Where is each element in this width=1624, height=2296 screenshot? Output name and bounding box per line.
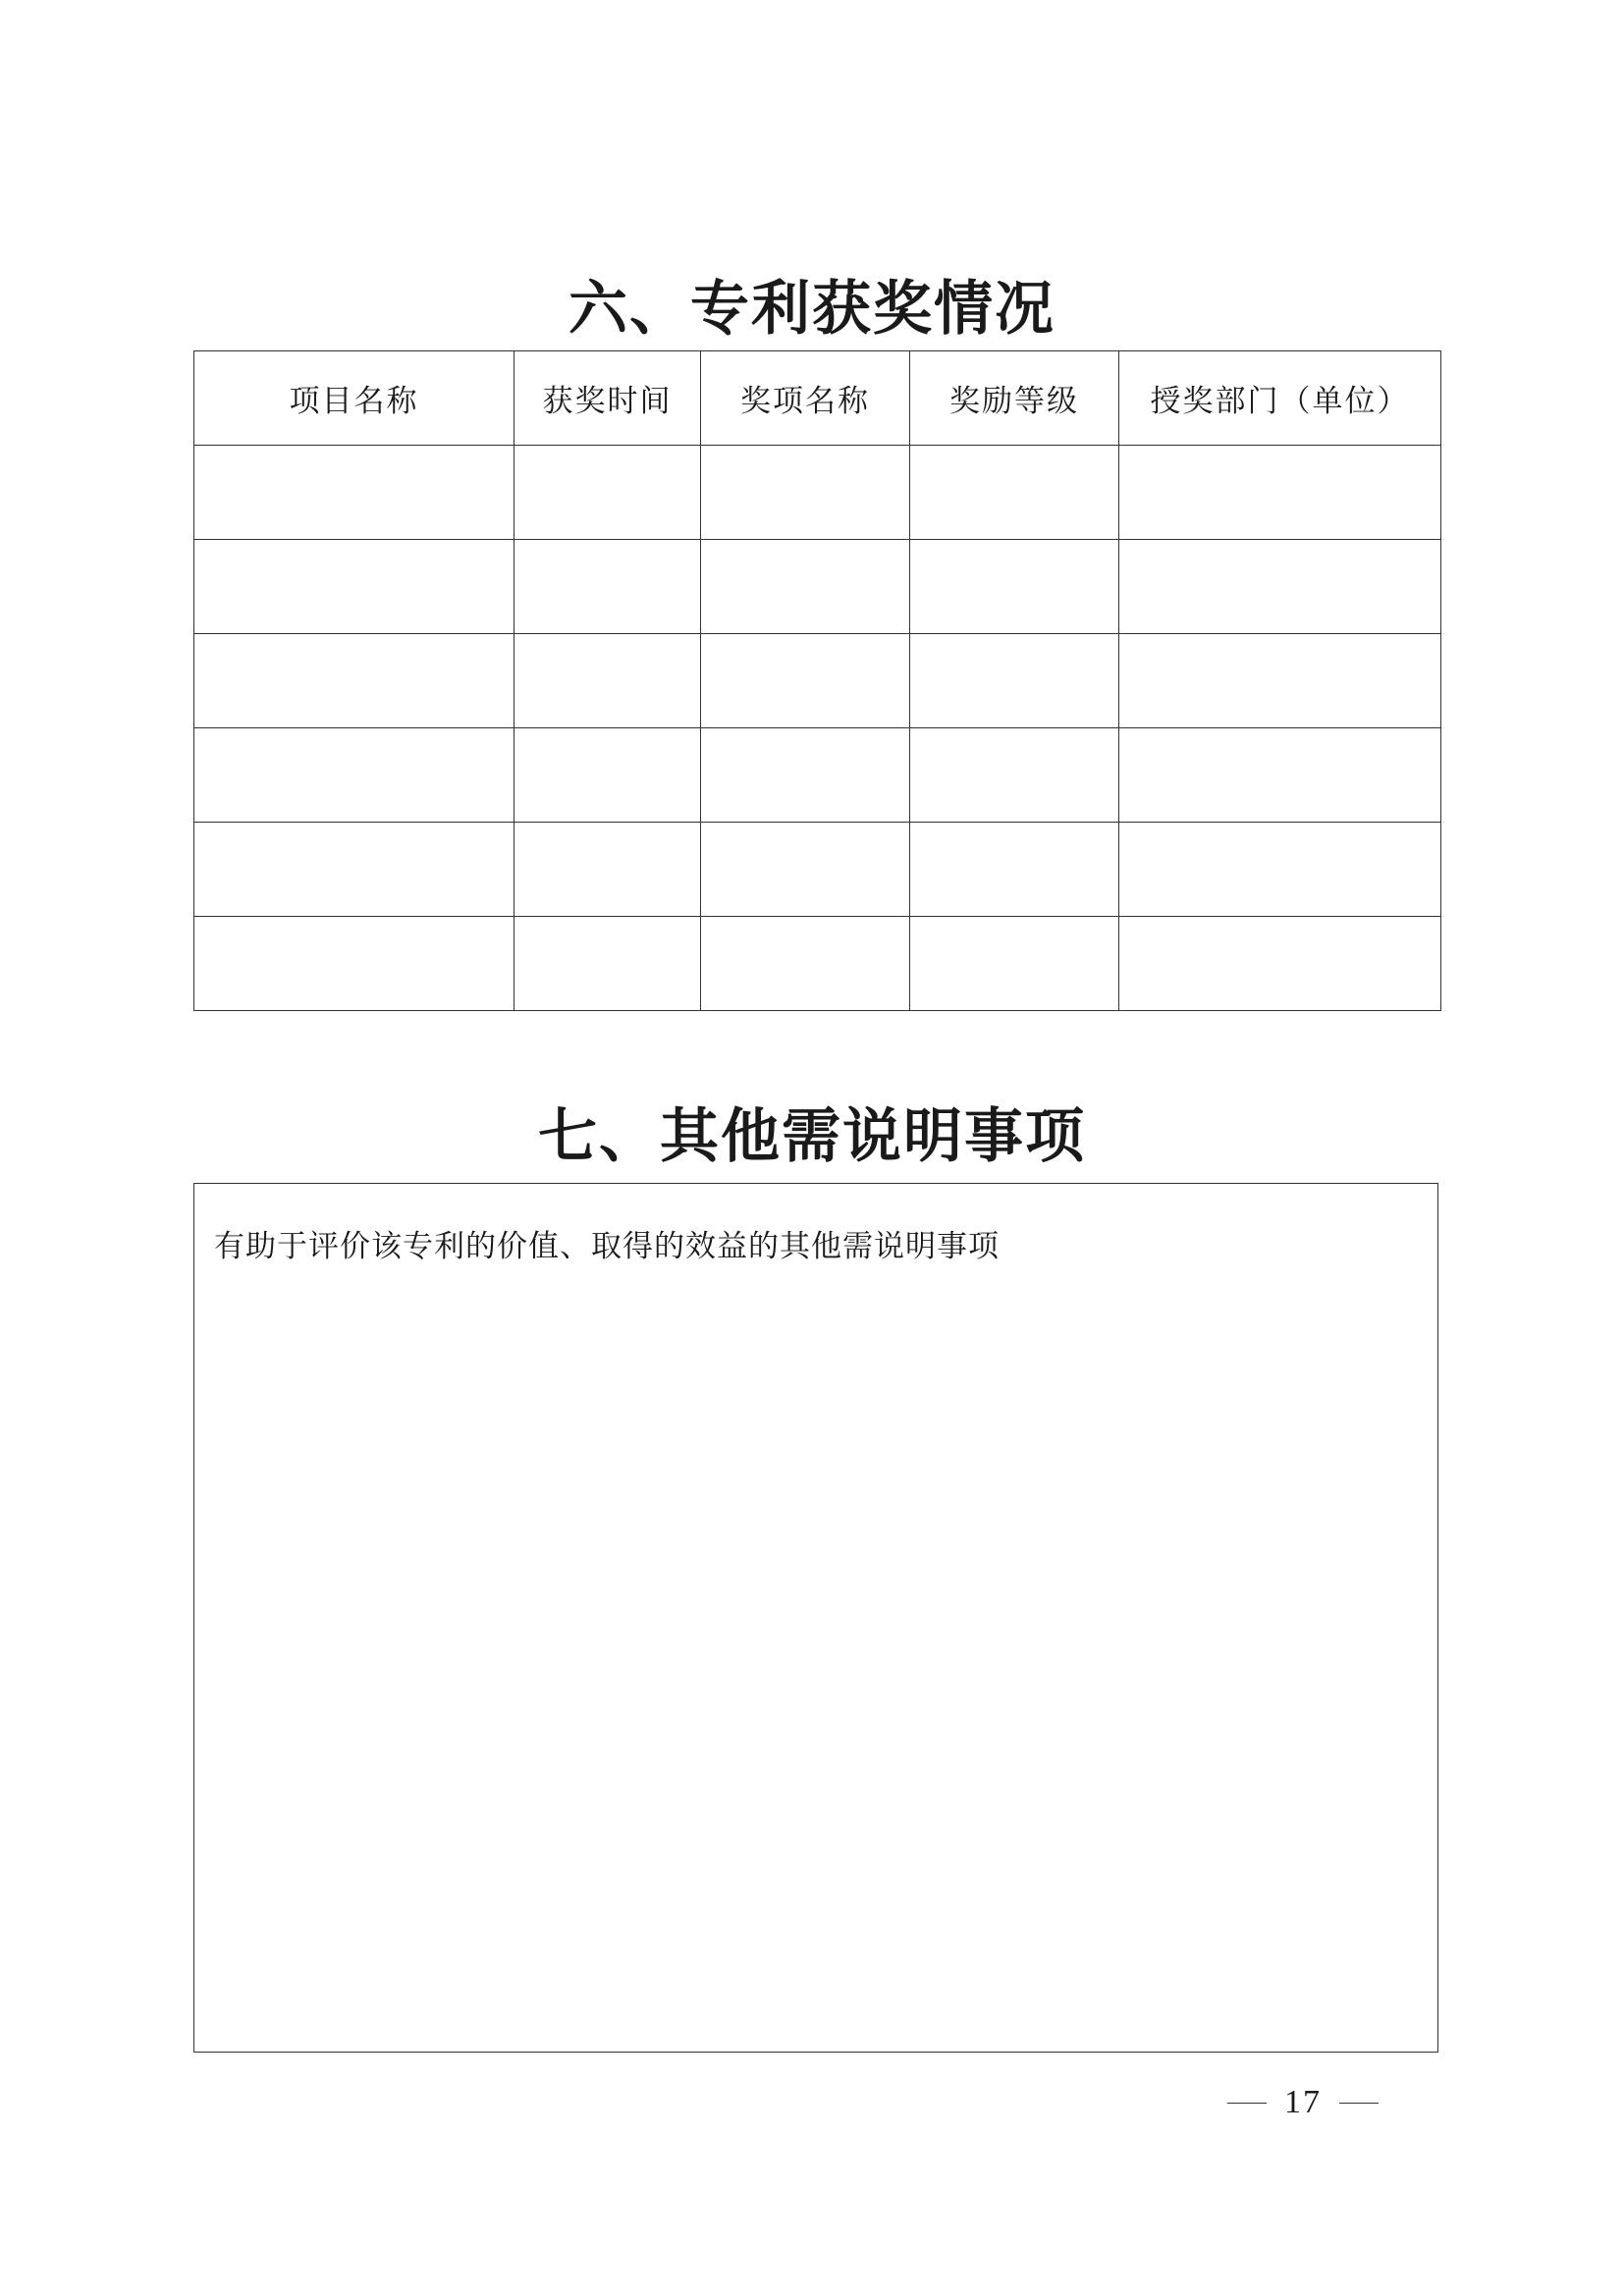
- table-cell[interactable]: [910, 634, 1119, 728]
- table-cell[interactable]: [194, 446, 514, 540]
- table-cell[interactable]: [701, 540, 910, 634]
- table-cell[interactable]: [701, 446, 910, 540]
- table-cell[interactable]: [1119, 823, 1441, 917]
- column-header-award-date: 获奖时间: [514, 351, 701, 446]
- table-cell[interactable]: [194, 540, 514, 634]
- table-row: [194, 728, 1441, 823]
- table-cell[interactable]: [514, 540, 701, 634]
- table-row: [194, 917, 1441, 1011]
- table-cell[interactable]: [1119, 540, 1441, 634]
- table-cell[interactable]: [701, 917, 910, 1011]
- table-cell[interactable]: [514, 728, 701, 823]
- award-table: [193, 350, 1441, 1011]
- table-cell[interactable]: [194, 917, 514, 1011]
- column-header-award-name: 奖项名称: [701, 351, 910, 446]
- section-seven-title: 七、其他需说明事项: [538, 1102, 1086, 1171]
- column-header-award-level: 奖励等级: [910, 351, 1119, 446]
- table-cell[interactable]: [910, 917, 1119, 1011]
- page-number-dash-left: [1227, 2103, 1267, 2104]
- table-row: [194, 540, 1441, 634]
- table-cell[interactable]: [194, 728, 514, 823]
- page-number: 17: [1284, 2084, 1322, 2120]
- table-cell[interactable]: [910, 823, 1119, 917]
- column-header-awarding-department: 授奖部门（单位）: [1119, 351, 1441, 446]
- table-cell[interactable]: [514, 823, 701, 917]
- column-header-project-name: 项目名称: [194, 351, 514, 446]
- page-footer: [1227, 2084, 1379, 2121]
- table-cell[interactable]: [194, 823, 514, 917]
- table-cell[interactable]: [910, 540, 1119, 634]
- table-cell[interactable]: [1119, 728, 1441, 823]
- table-cell[interactable]: [514, 446, 701, 540]
- table-cell[interactable]: [910, 446, 1119, 540]
- table-cell[interactable]: [1119, 446, 1441, 540]
- table-cell[interactable]: [1119, 917, 1441, 1011]
- other-notes-box[interactable]: [193, 1183, 1438, 2053]
- table-cell[interactable]: [910, 728, 1119, 823]
- table-cell[interactable]: [194, 634, 514, 728]
- page-number-dash-right: [1339, 2103, 1379, 2104]
- table-cell[interactable]: [701, 728, 910, 823]
- table-row: [194, 634, 1441, 728]
- table-cell[interactable]: [701, 634, 910, 728]
- section-six-title: 六、专利获奖情况: [568, 275, 1056, 344]
- table-cell[interactable]: [701, 823, 910, 917]
- table-row: [194, 823, 1441, 917]
- table-row: [194, 446, 1441, 540]
- other-notes-hint: 有助于评价该专利的价值、取得的效益的其他需说明事项: [214, 1229, 1000, 1264]
- table-cell[interactable]: [514, 917, 701, 1011]
- table-header-row: [194, 351, 1441, 446]
- table-cell[interactable]: [514, 634, 701, 728]
- table-cell[interactable]: [1119, 634, 1441, 728]
